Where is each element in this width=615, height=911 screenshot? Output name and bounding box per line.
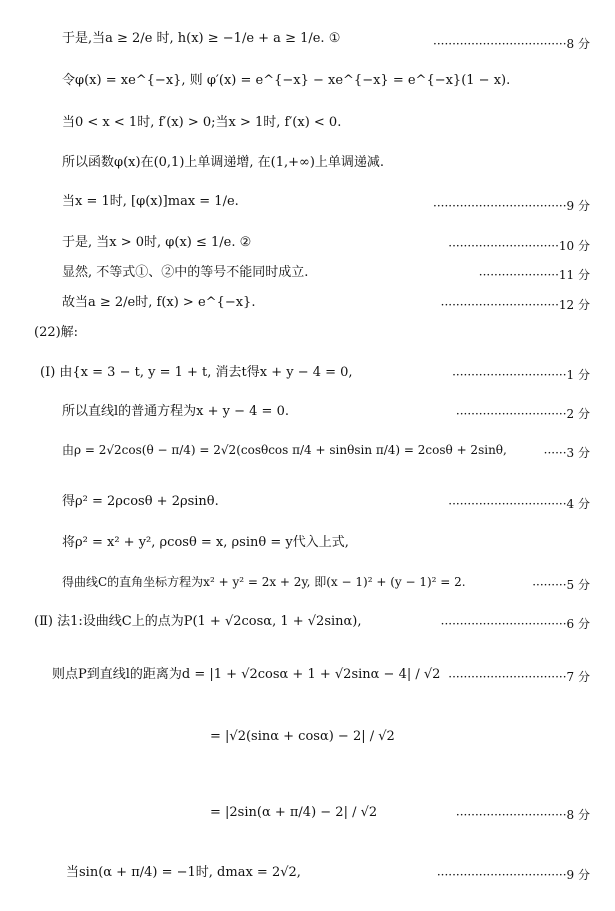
score-6: ·································6 分 (440, 617, 590, 631)
line-13: 得ρ² = 2ρcosθ + 2ρsinθ. (62, 494, 219, 509)
line-17: 则点P到直线l的距离为d = |1 + √2cosα + 1 + √2sinα − 4| / √2 (52, 667, 441, 682)
score-4: ·······························4 分 (448, 497, 590, 511)
line-18: = |√2(sinα + cosα) − 2| / √2 (210, 729, 395, 744)
score-7: ·······························7 分 (448, 670, 590, 684)
score-5: ·········5 分 (532, 578, 590, 592)
score-9b: ··································9 分 (436, 868, 590, 882)
line-20: 当sin(α + π/4) = −1时, dmax = 2√2, (66, 865, 301, 880)
score-1: ······························1 分 (452, 368, 590, 382)
line-2: 令φ(x) = xe^{−x}, 则 φ′(x) = e^{−x} − xe^{−x} = e^{−x}(1 − x). (62, 73, 511, 88)
line-3: 当0 < x < 1时, f′(x) > 0;当x > 1时, f′(x) < 0. (62, 115, 342, 130)
line-4: 所以函数φ(x)在(0,1)上单调递增, 在(1,+∞)上单调递减. (62, 155, 385, 170)
line-7: 显然, 不等式①、②中的等号不能同时成立. (62, 265, 309, 280)
line-12: 由ρ = 2√2cos(θ − π/4) = 2√2(cosθcos π/4 + sinθsin π/4) = 2cosθ + 2sinθ, (62, 443, 507, 457)
score-12: ·······························12 分 (440, 298, 590, 312)
score-3: ······3 分 (543, 446, 590, 460)
score-8b: ·····························8 分 (455, 808, 590, 822)
problem-22-heading: (22)解: (34, 325, 79, 340)
score-2: ·····························2 分 (455, 407, 590, 421)
line-1: 于是,当a ≥ 2/e 时, h(x) ≥ −1/e + a ≥ 1/e. ① (62, 31, 341, 46)
line-10: (Ⅰ) 由{x = 3 − t, y = 1 + t, 消去t得x + y − 4 = 0, (40, 365, 353, 380)
line-11: 所以直线l的普通方程为x + y − 4 = 0. (62, 404, 289, 419)
line-8: 故当a ≥ 2/e时, f(x) > e^{−x}. (62, 295, 256, 310)
line-15: 得曲线C的直角坐标方程为x² + y² = 2x + 2y, 即(x − 1)² + (y − 1)² = 2. (62, 575, 466, 589)
score-10: ·····························10 分 (448, 239, 590, 253)
line-16: (Ⅱ) 法1:设曲线C上的点为P(1 + √2cosα, 1 + √2sinα), (34, 614, 362, 629)
line-5: 当x = 1时, [φ(x)]max = 1/e. (62, 194, 239, 209)
line-6: 于是, 当x > 0时, φ(x) ≤ 1/e. ② (62, 235, 252, 250)
line-14: 将ρ² = x² + y², ρcosθ = x, ρsinθ = y代入上式, (62, 535, 349, 550)
score-8: ···································8 分 (433, 37, 590, 51)
line-19: = |2sin(α + π/4) − 2| / √2 (210, 805, 378, 820)
score-9a: ···································9 分 (433, 199, 590, 213)
score-11: ·····················11 分 (478, 268, 590, 282)
